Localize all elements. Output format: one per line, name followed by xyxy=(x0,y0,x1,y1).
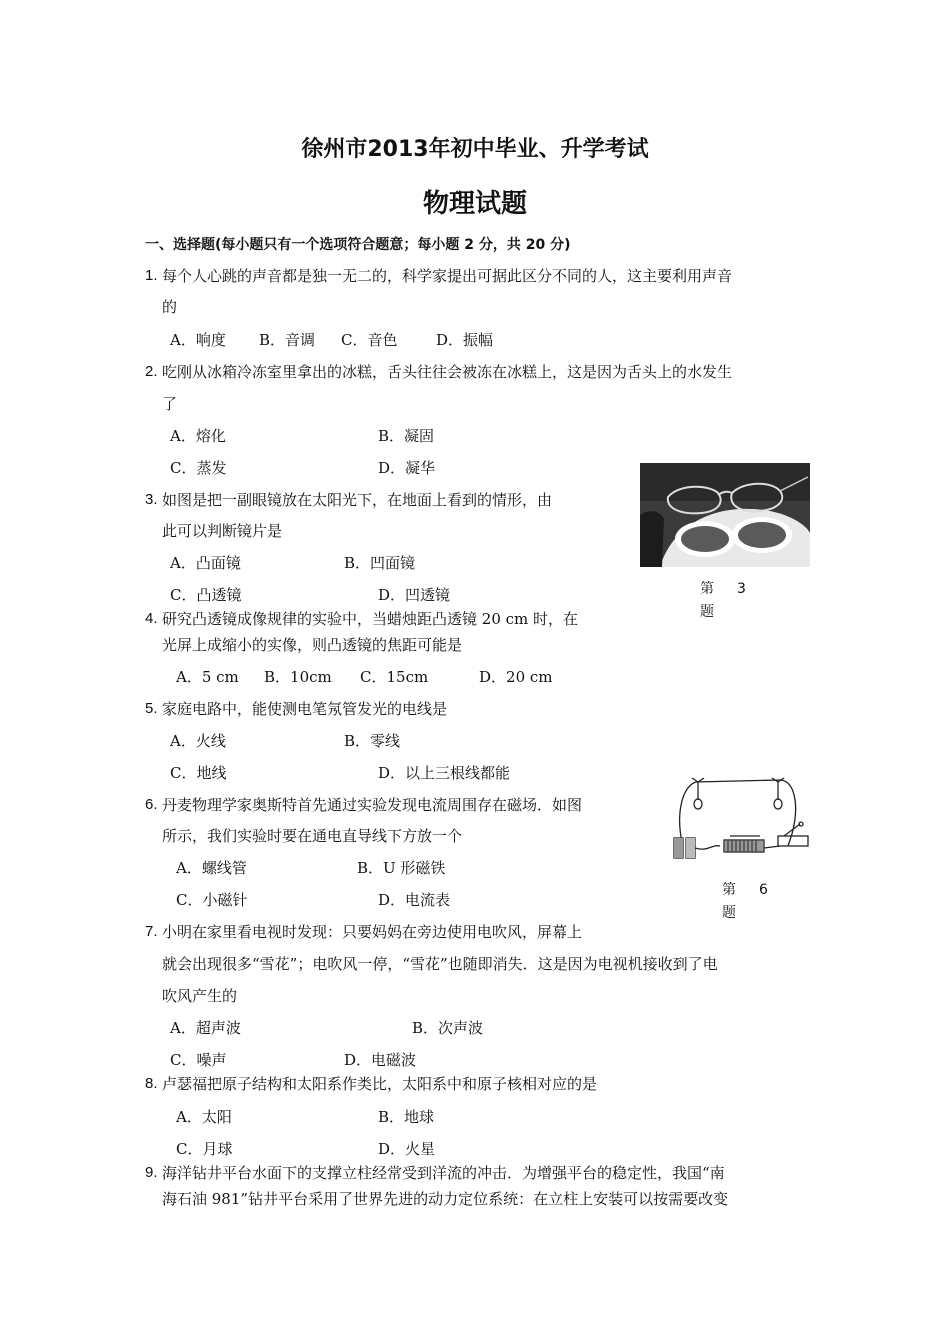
question-text: 如图是把一副眼镜放在太阳光下，在地面上看到的情形，由 xyxy=(162,491,553,509)
question-text: 卢瑟福把原子结构和太阳系作类比，太阳系中和原子核相对应的是 xyxy=(162,1075,598,1093)
option-b: B．凹面镜 xyxy=(344,554,416,572)
option-d: D．20 cm xyxy=(479,668,553,686)
figure-caption: 第 xyxy=(700,581,714,597)
exam-title: 徐州市2013年初中毕业、升学考试 xyxy=(301,137,649,162)
option-c: C．地线 xyxy=(170,764,227,782)
question-text: 小明在家里看电视时发现：只要妈妈在旁边使用电吹风，屏幕上 xyxy=(162,923,583,941)
option-b: B．次声波 xyxy=(412,1019,484,1037)
option-a: A．火线 xyxy=(170,732,226,750)
question-number: 4. xyxy=(145,610,158,627)
option-c: C．音色 xyxy=(341,331,398,349)
question-text: 海洋钻井平台水面下的支撑立柱经常受到洋流的冲击．为增强平台的稳定性，我国“南 xyxy=(162,1164,725,1182)
question-text: 丹麦物理学家奥斯特首先通过实验发现电流周围存在磁场．如图 xyxy=(162,796,583,814)
question-number: 2. xyxy=(145,363,158,380)
option-d: D．以上三根线都能 xyxy=(378,764,511,782)
question-number: 5. xyxy=(145,700,158,717)
option-a: A．太阳 xyxy=(176,1108,232,1126)
option-c: C．凸透镜 xyxy=(170,586,242,604)
question-number: 7. xyxy=(145,923,158,940)
question-text: 此可以判断镜片是 xyxy=(162,522,283,540)
figure-caption-number: 6 xyxy=(759,882,768,898)
option-c: C．月球 xyxy=(176,1140,233,1158)
option-c: C．噪声 xyxy=(170,1051,227,1069)
question-number: 3. xyxy=(145,491,158,508)
option-b: B．凝固 xyxy=(378,427,435,445)
option-d: D．凹透镜 xyxy=(378,586,451,604)
question-text: 所示，我们实验时要在通电直导线下方放一个 xyxy=(162,827,463,845)
eyeglasses-shadow-figure xyxy=(640,463,810,567)
option-a: A．超声波 xyxy=(170,1019,241,1037)
option-a: A．熔化 xyxy=(170,427,226,445)
figure-caption: 题 xyxy=(722,905,736,921)
question-text: 每个人心跳的声音都是独一无二的，科学家提出可据此区分不同的人，这主要利用声音 xyxy=(162,267,733,285)
question-text: 光屏上成缩小的实像，则凸透镜的焦距可能是 xyxy=(162,636,463,654)
question-text: 海石油 981”钻井平台采用了世界先进的动力定位系统：在立柱上安装可以按需要改变 xyxy=(162,1190,729,1208)
option-b: B．10cm xyxy=(264,668,332,686)
question-number: 1. xyxy=(145,267,158,284)
question-text: 研究凸透镜成像规律的实验中，当蜡烛距凸透镜 20 cm 时，在 xyxy=(162,610,579,628)
option-d: D．电磁波 xyxy=(344,1051,417,1069)
exam-subtitle: 物理试题 xyxy=(422,189,527,219)
figure-caption-number: 3 xyxy=(737,581,746,597)
option-b: B．音调 xyxy=(259,331,316,349)
option-c: C．15cm xyxy=(360,668,429,686)
option-a: A．响度 xyxy=(170,331,226,349)
question-number: 6. xyxy=(145,796,158,813)
question-text: 家庭电路中，能使测电笔氖管发光的电线是 xyxy=(162,700,448,718)
question-text: 了 xyxy=(162,395,178,413)
option-a: A．凸面镜 xyxy=(170,554,241,572)
option-d: D．振幅 xyxy=(436,331,494,349)
question-text: 吹风产生的 xyxy=(162,987,238,1005)
option-d: D．电流表 xyxy=(378,891,451,909)
question-text: 的 xyxy=(162,298,178,316)
question-text: 吃刚从冰箱冷冻室里拿出的冰糕，舌头往往会被冻在冰糕上，这是因为舌头上的水发生 xyxy=(162,363,733,381)
option-d: D．火星 xyxy=(378,1140,436,1158)
figure-caption: 题 xyxy=(700,604,714,620)
option-d: D．凝华 xyxy=(378,459,436,477)
section-heading: 一、选择题(每小题只有一个选项符合题意；每小题 2 分，共 20 分) xyxy=(145,237,571,253)
question-number: 8. xyxy=(145,1075,158,1092)
option-c: C．蒸发 xyxy=(170,459,227,477)
oersted-circuit-figure xyxy=(668,774,816,866)
option-a: A．5 cm xyxy=(176,668,239,686)
question-text: 就会出现很多“雪花”；电吹风一停，“雪花”也随即消失．这是因为电视机接收到了电 xyxy=(162,955,718,973)
option-b: B．地球 xyxy=(378,1108,435,1126)
option-c: C．小磁针 xyxy=(176,891,248,909)
question-number: 9. xyxy=(145,1164,158,1181)
option-a: A．螺线管 xyxy=(176,859,247,877)
option-b: B．零线 xyxy=(344,732,401,750)
figure-caption: 第 xyxy=(722,882,736,898)
option-b: B．U 形磁铁 xyxy=(357,859,446,877)
